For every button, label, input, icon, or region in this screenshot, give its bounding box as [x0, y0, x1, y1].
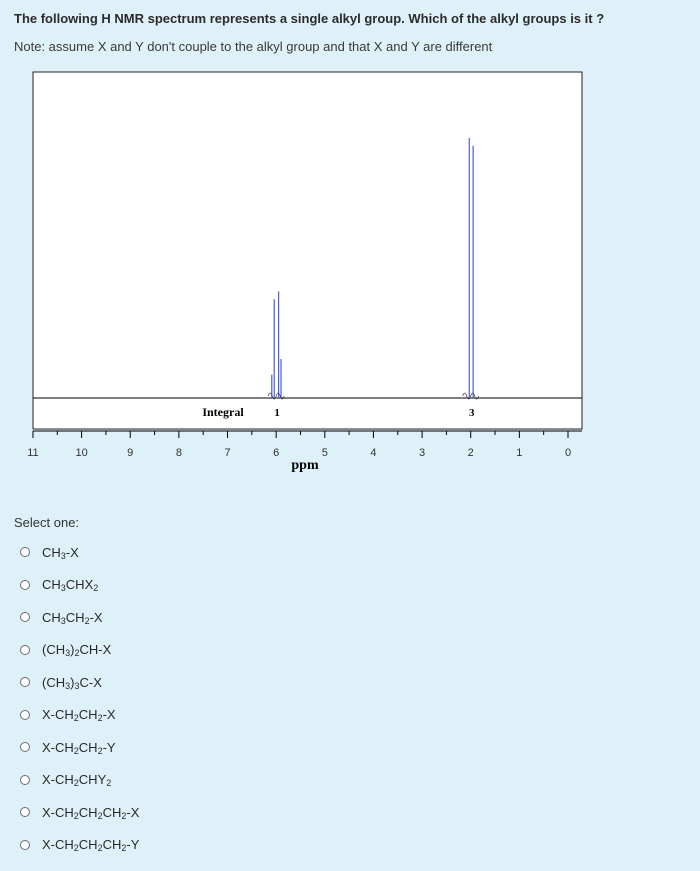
radio-button[interactable] [20, 840, 30, 850]
answer-option-label: $CH_3CH_2-X$ [42, 609, 103, 626]
radio-button[interactable] [20, 775, 30, 785]
select-one-label: Select one: [14, 515, 80, 530]
radio-button[interactable] [20, 677, 30, 687]
answer-option-label: $(CH_3)_3C-X$ [42, 674, 102, 691]
answer-option-label: $(CH_3)_2CH-X$ [42, 642, 112, 659]
answer-option-label: $CH_3CHX_2$ [42, 577, 99, 594]
radio-button[interactable] [20, 710, 30, 720]
answer-option-label: $X-CH_2CH_2CH_2-Y$ [42, 837, 140, 854]
answer-option-3[interactable] [20, 601, 139, 634]
x-axis-label: ppm [291, 458, 319, 473]
plot-frame [33, 72, 582, 429]
radio-button[interactable] [20, 807, 30, 817]
integral-value: 1 [274, 407, 280, 419]
answer-option-4[interactable] [20, 634, 139, 667]
question-note: Note: assume X and Y don't couple to the alkyl group and that X and Y are different [14, 39, 493, 54]
tick-label: 7 [224, 447, 231, 459]
tick-label: 6 [273, 447, 280, 459]
answer-option-label: $X-CH_2CH_2-Y$ [42, 739, 116, 756]
integral-value: 3 [468, 407, 475, 419]
tick-label: 1 [516, 447, 523, 459]
tick-label: 4 [370, 447, 377, 459]
tick-label: 11 [27, 447, 39, 459]
integral-label: Integral [202, 405, 244, 419]
radio-button[interactable] [20, 580, 30, 590]
answer-options [20, 536, 139, 861]
radio-button[interactable] [20, 742, 30, 752]
answer-option-6[interactable] [20, 699, 139, 732]
tick-label: 10 [75, 447, 88, 459]
answer-option-label: $CH_3-X$ [42, 544, 79, 561]
radio-button[interactable] [20, 645, 30, 655]
answer-option-9[interactable] [20, 796, 139, 829]
answer-option-label: $X-CH_2CHY_2$ [42, 772, 112, 789]
tick-label: 0 [564, 447, 572, 459]
answer-option-2[interactable] [20, 569, 139, 602]
answer-option-10[interactable] [20, 829, 139, 862]
tick-label: 8 [175, 447, 182, 459]
answer-option-label: $X-CH_2CH_2CH_2-X$ [42, 804, 140, 821]
answer-option-7[interactable] [20, 731, 139, 764]
answer-option-5[interactable] [20, 666, 139, 699]
question-prompt: The following H NMR spectrum represents a single alkyl group. Which of the alkyl groups is it ? [14, 11, 605, 26]
answer-option-label: $X-CH_2CH_2-X$ [42, 707, 116, 724]
tick-label: 3 [419, 447, 426, 459]
tick-label: 9 [127, 447, 134, 459]
answer-option-1[interactable] [20, 536, 139, 569]
tick-label: 2 [467, 447, 474, 459]
radio-button[interactable] [20, 547, 30, 557]
answer-option-8[interactable] [20, 764, 139, 797]
radio-button[interactable] [20, 612, 30, 622]
tick-label: 5 [321, 447, 328, 459]
